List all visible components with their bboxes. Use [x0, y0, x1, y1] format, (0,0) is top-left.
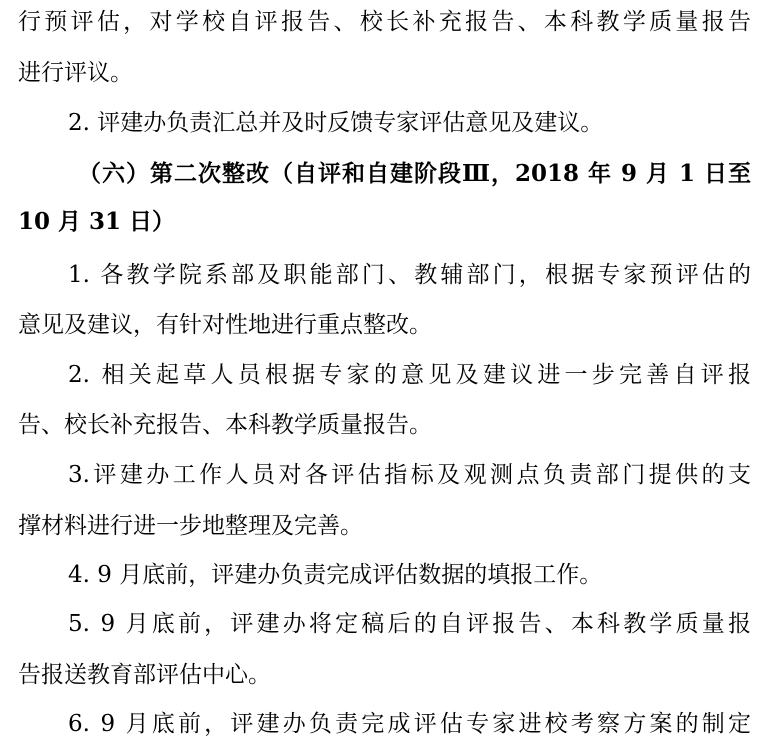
section-heading-continued: 10 月 31 日）: [18, 208, 176, 235]
list-item-4: 4. 9 月底前，评建办负责完成评估数据的填报工作。: [68, 562, 603, 588]
paragraph-line: 意见及建议，有针对性地进行重点整改。: [18, 312, 432, 338]
paragraph-line: 告报送教育部评估中心。: [18, 662, 271, 688]
list-item-5: 5. 9 月底前，评建办将定稿后的自评报告、本科教学质量报: [68, 611, 751, 637]
paragraph-line: 行预评估，对学校自评报告、校长补充报告、本科教学质量报告: [18, 9, 751, 35]
list-item-2: 2. 相关起草人员根据专家的意见及建议进一步完善自评报: [68, 362, 751, 388]
paragraph-line: 告、校长补充报告、本科教学质量报告。: [18, 412, 432, 438]
section-heading: （六）第二次整改（自评和自建阶段Ⅲ，2018 年 9 月 1 日至: [78, 160, 751, 187]
list-item-3: 3.评建办工作人员对各评估指标及观测点负责部门提供的支: [68, 462, 751, 488]
list-item-2: 2. 评建办负责汇总并及时反馈专家评估意见及建议。: [68, 110, 604, 136]
list-item-6: 6. 9 月底前，评建办负责完成评估专家进校考察方案的制定: [68, 711, 751, 737]
list-item-1: 1. 各教学院系部及职能部门、教辅部门，根据专家预评估的: [68, 262, 751, 288]
paragraph-line: 进行评议。: [18, 60, 133, 86]
paragraph-line: 撑材料进行进一步地整理及完善。: [18, 513, 363, 539]
